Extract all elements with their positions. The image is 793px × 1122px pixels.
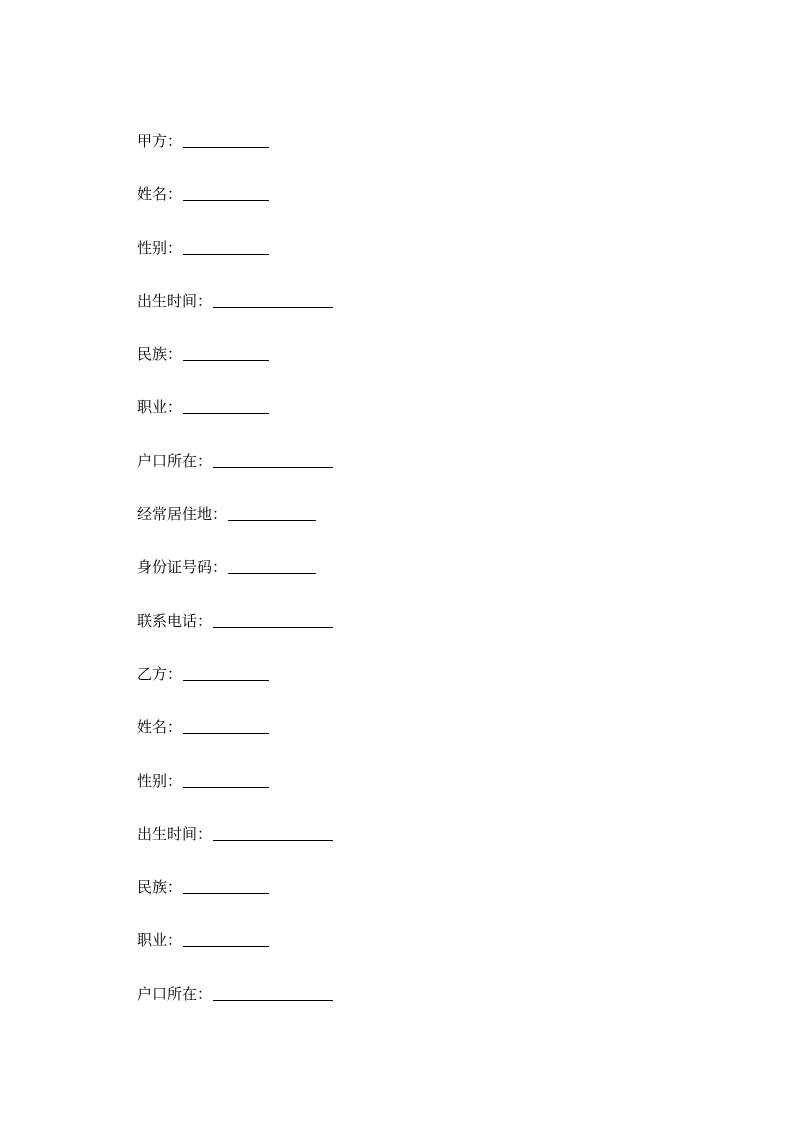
party-b-row bbox=[137, 662, 697, 715]
field-label: 职业： bbox=[137, 398, 183, 417]
field-label: 出生时间： bbox=[137, 291, 213, 310]
party-a-phone-row bbox=[137, 609, 697, 662]
party-b-name-row bbox=[137, 715, 697, 768]
fill-in-blank bbox=[228, 555, 316, 574]
field-label: 联系电话： bbox=[137, 611, 213, 630]
fill-in-blank bbox=[213, 449, 333, 468]
party-a-row bbox=[137, 129, 697, 182]
field-label: 性别： bbox=[137, 238, 183, 257]
field-label: 姓名： bbox=[137, 185, 183, 204]
party-a-occupation-row bbox=[137, 395, 697, 448]
party-b-hukou-row bbox=[137, 982, 697, 1035]
fill-in-blank bbox=[183, 182, 269, 201]
party-b-occupation-row bbox=[137, 928, 697, 981]
party-a-name-row bbox=[137, 182, 697, 235]
party-b-ethnicity-row bbox=[137, 875, 697, 928]
field-label: 甲方： bbox=[137, 132, 183, 150]
fill-in-blank bbox=[183, 875, 269, 894]
fill-in-blank bbox=[213, 982, 333, 1001]
field-label: 出生时间： bbox=[137, 824, 213, 843]
party-a-id-number-row bbox=[137, 555, 697, 608]
fill-in-blank bbox=[183, 395, 269, 414]
fill-in-blank bbox=[228, 502, 316, 521]
party-a-residence-row bbox=[137, 502, 697, 555]
fill-in-blank bbox=[183, 662, 269, 681]
fill-in-blank bbox=[183, 236, 269, 255]
fill-in-blank bbox=[213, 609, 333, 628]
field-label: 民族： bbox=[137, 878, 183, 897]
field-label: 户口所在： bbox=[137, 984, 213, 1003]
field-label: 乙方： bbox=[137, 664, 183, 683]
party-a-hukou-row bbox=[137, 449, 697, 502]
fill-in-blank bbox=[213, 289, 333, 308]
field-label: 职业： bbox=[137, 931, 183, 950]
field-label: 性别： bbox=[137, 771, 183, 790]
field-label: 民族： bbox=[137, 345, 183, 364]
fill-in-blank bbox=[183, 342, 269, 361]
field-label: 姓名： bbox=[137, 718, 183, 737]
fill-in-blank bbox=[183, 928, 269, 947]
field-label: 户口所在： bbox=[137, 451, 213, 470]
document-page bbox=[137, 129, 697, 1035]
field-label: 经常居住地： bbox=[137, 505, 228, 524]
party-b-birth-row bbox=[137, 822, 697, 875]
fill-in-blank bbox=[183, 715, 269, 734]
party-a-gender-row bbox=[137, 236, 697, 289]
party-a-birth-row bbox=[137, 289, 697, 342]
party-a-ethnicity-row bbox=[137, 342, 697, 395]
party-b-gender-row bbox=[137, 769, 697, 822]
fill-in-blank bbox=[183, 129, 269, 148]
fill-in-blank bbox=[213, 822, 333, 841]
field-label: 身份证号码： bbox=[137, 558, 228, 577]
fill-in-blank bbox=[183, 769, 269, 788]
